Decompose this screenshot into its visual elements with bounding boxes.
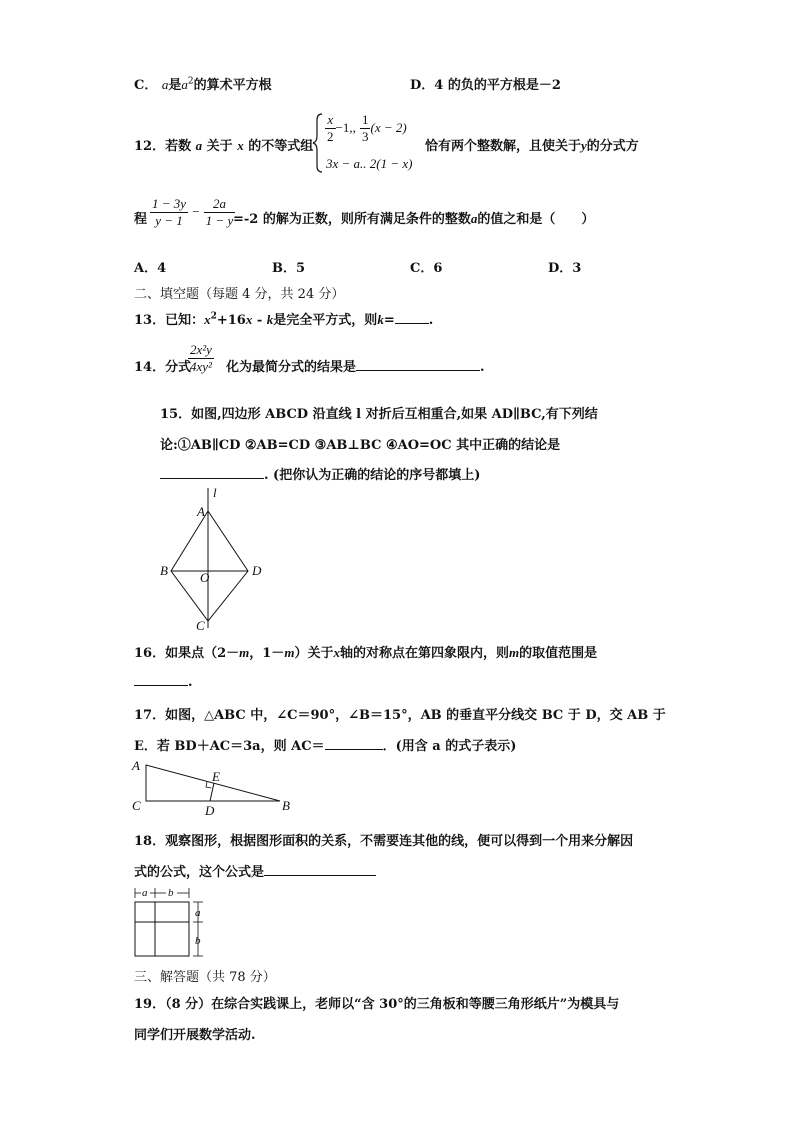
q18-line1: 18．观察图形，根据图形面积的关系，不需要连其他的线，便可以得到一个用来分解因: [134, 834, 634, 849]
q17-answer-blank[interactable]: [325, 737, 383, 750]
q12-option-c: C．6: [410, 261, 443, 276]
q19-line1: 19．（8 分）在综合实践课上，老师以“含 30°的三角板和等腰三角形纸片”为模具与: [134, 997, 620, 1012]
label-a-top: a: [142, 887, 148, 899]
section-2-heading: 二、填空题（每题 4 分，共 24 分）: [134, 287, 345, 302]
label-a: A: [132, 758, 140, 773]
q12-option-d: D．3: [548, 261, 582, 276]
q17-figure: [128, 757, 298, 817]
q19-line2: 同学们开展数学活动.: [134, 1028, 256, 1043]
inequality-1: $\frac{x}{2}$ −1,, $\frac{1}{3}$ (x − 2): [327, 112, 407, 144]
label-b-top: b: [168, 887, 174, 899]
label-o: O: [200, 570, 210, 585]
q18-answer-blank[interactable]: [264, 863, 376, 876]
q15-line3: . (把你认为正确的结论的序号都填上): [160, 464, 480, 483]
q14-fraction: $\frac{\text{2x²y}}{\text{4xy²}}$: [190, 342, 212, 374]
section-3-heading: 三、解答题（共 78 分）: [134, 970, 276, 985]
label-d: D: [205, 803, 215, 817]
q12-line1-prefix: 12．若数 a 关于 x 的不等式组: [134, 138, 314, 154]
q14-answer-blank[interactable]: [356, 358, 480, 371]
label-b: B: [160, 563, 168, 578]
q18-line2: 式的公式，这个公式是: [134, 861, 376, 880]
q15-line2: 论:①AB∥CD ②AB=CD ③AB⊥BC ④AO=OC 其中正确的结论是: [160, 438, 561, 453]
q12-line2-prefix: 程: [134, 212, 148, 227]
q17-line1: 17．如图，△ABC 中，∠C＝90°，∠B＝15°，AB 的垂直平分线交 BC 于 D，交 AB 于: [134, 708, 666, 723]
q11-option-c: C． a是$a^2$的算术平方根: [134, 76, 272, 93]
q12-option-b: B．5: [272, 261, 306, 276]
inequality-2: 3x − a.. 2(1 − x): [326, 156, 413, 171]
q11-option-d: D．4 的负的平方根是－2: [410, 78, 561, 93]
perpendicular-bisector-de: [210, 783, 214, 801]
rhombus-abcd: [171, 511, 248, 621]
label-d: D: [252, 563, 262, 578]
brace-icon: [312, 112, 324, 174]
q12-line1-after: 恰有两个整数解，且使关于y的分式方: [425, 138, 639, 154]
label-c: C: [196, 618, 205, 633]
q15-figure: [150, 484, 280, 634]
q18-figure: [128, 884, 218, 962]
label-b: B: [282, 798, 290, 813]
q13-answer-blank[interactable]: [395, 311, 429, 324]
q14-prefix: 14．分式: [134, 360, 192, 375]
q12-line2-rest: =-2 的解为正数，则所有满足条件的整数a的值之和是（ ）: [233, 211, 595, 227]
q15-line1: 15．如图,四边形 ABCD 沿直线 l 对折后互相重合,如果 AD∥BC,有下列结: [160, 407, 598, 422]
q16-line1: 16．如果点（2－m，1－m）关于x轴的对称点在第四象限内，则m的取值范围是: [134, 645, 598, 661]
label-e: E: [212, 769, 220, 784]
label-c: C: [132, 798, 141, 813]
q16-answer-blank[interactable]: [134, 673, 188, 686]
q12-option-a: A．4: [134, 261, 167, 276]
q16-line2: .: [134, 673, 193, 690]
q17-line2: E．若 BD＋AC＝3a，则 AC＝ ．(用含 a 的式子表示): [134, 739, 517, 754]
q12-fraction-1: $\frac{1 - 3y}{y - 1}$ − $\frac{2a}{1 - y}$: [152, 196, 234, 228]
label-a-side: a: [195, 907, 201, 919]
q14-rest: 化为最简分式的结果是 .: [226, 360, 485, 375]
label-l: l: [213, 485, 217, 500]
q15-answer-blank[interactable]: [160, 466, 264, 479]
outer-square: [135, 902, 189, 956]
label-a: A: [197, 504, 205, 519]
q13: 13．已知：$x^2+16x - k$是完全平方式，则k= .: [134, 311, 434, 328]
label-b-side: b: [195, 935, 201, 947]
